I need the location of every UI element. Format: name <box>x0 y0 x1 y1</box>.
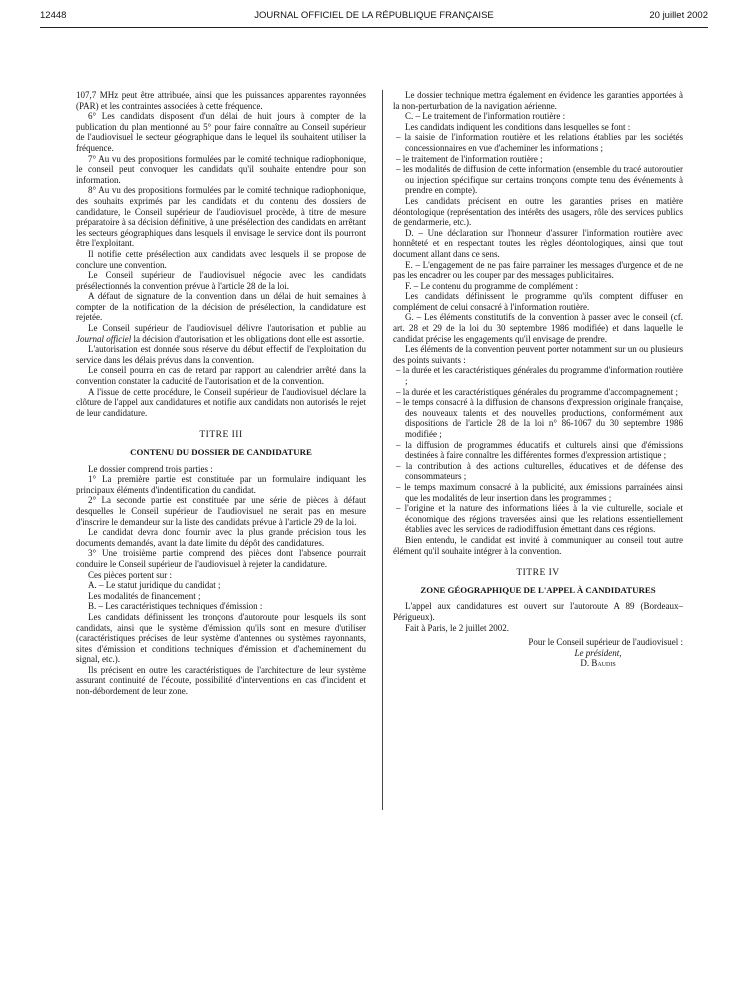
list-item: – le temps maximum consacré à la publicité, aux émissions parrainées ainsi que les modalités de leur insertion dans les programmes ; <box>396 481 683 503</box>
paragraph: D. – Une déclaration sur l'honneur d'assurer l'information routière avec honnêteté et en respectant toutes les règles déontologiques, ainsi que tout document allant dans ce sens. <box>393 227 683 259</box>
paragraph: B. – Les caractéristiques techniques d'émission : <box>88 601 263 612</box>
publication-date: 20 juillet 2002 <box>649 10 708 21</box>
paragraph: C. – Le traitement de l'information routière : <box>405 111 566 122</box>
paragraph: Le Conseil supérieur de l'audiovisuel négocie avec les candidats présélectionnés la convention prévue à l'article 28 de la loi. <box>76 270 366 291</box>
paragraph: 107,7 MHz peut être attribuée, ainsi que les puissances apparentes rayonnées (PAR) et les contraintes associées à cette fréquence. <box>76 90 366 111</box>
header-rule <box>40 27 708 28</box>
list-item: – la contribution à des actions culturelles, éducatives et de défense des consommateurs ; <box>396 460 683 482</box>
section-subtitle: ZONE GÉOGRAPHIQUE DE L'APPEL À CANDIDATURES <box>420 584 656 595</box>
paragraph: Les éléments de la convention peuvent porter notamment sur un ou plusieurs des points suivants : <box>393 344 683 365</box>
paragraph: Ils précisent en outre les caractéristiques de l'architecture de leur système assurant continuité de l'écoute, possibilité d'interventions en cas d'incident et non-débordement de leur zone. <box>76 664 366 697</box>
paragraph: A défaut de signature de la convention dans un délai de huit semaines à compter de la notification de la décision de présélection, la candidature est rejetée. <box>76 291 366 323</box>
right-column <box>393 90 683 669</box>
text-run: la décision d'autorisation et les obligations dont elle est assortie. <box>131 333 365 344</box>
signature-line: Pour le Conseil supérieur de l'audiovisuel : <box>528 637 683 648</box>
paragraph: Le dossier technique mettra également en évidence les garanties apportées à la non-perturbation de la navigation aérienne. <box>393 90 683 111</box>
paragraph: G. – Les éléments constitutifs de la convention à passer avec le conseil (cf. art. 28 et 29 de la loi du 30 septembre 1986 modifiée) et dans laquelle le candidat précise les engagements qu'il envisage de prendre. <box>393 312 683 344</box>
list-item: – la durée et les caractéristiques générales du programme d'information routière ; <box>396 365 684 387</box>
page-header <box>40 10 708 24</box>
paragraph: A l'issue de cette procédure, le Conseil supérieur de l'audiovisuel déclare la clôture de l'appel aux candidatures et notifie aux candidats non autorisés le rejet de leur candidature. <box>76 386 366 418</box>
list-item: – le traitement de l'information routière ; <box>396 153 543 164</box>
paragraph: Le candidat devra donc fournir avec la plus grande précision tous les documents demandés, avant la date limite du dépôt des candidatures. <box>76 527 366 548</box>
signature-name: D. Baudis <box>580 658 616 669</box>
paragraph: Les modalités de financement ; <box>88 590 201 601</box>
paragraph: 6° Les candidats disposent d'un délai de huit jours à compter de la publication du plan mentionné au 5° pour faire connaître au Conseil supérieur de l'audiovisuel le secteur géographique dans le lequel ils souhaitent utiliser la fréquence. <box>76 111 366 153</box>
list-item: – les modalités de diffusion de cette information (ensemble du tracé autoroutier ou injection spécifique sur certains tronçons compte tenu des événements à prendre en compte). <box>396 164 683 196</box>
section-subtitle: CONTENU DU DOSSIER DE CANDIDATURE <box>130 447 312 457</box>
paragraph: Les candidats définissent le programme qu'ils comptent diffuser en complément de celui consacré à l'information routière. <box>393 291 683 312</box>
paragraph: Le dossier comprend trois parties : <box>88 463 213 474</box>
signature-title: Le président, <box>574 647 622 658</box>
list-item: – la saisie de l'information routière et les relations établies par les sociétés concessionnaires en vue d'acheminer les informations ; <box>396 132 683 153</box>
paragraph: Fait à Paris, le 2 juillet 2002. <box>405 622 509 633</box>
left-column <box>76 90 366 697</box>
paragraph: 2° La seconde partie est constituée par une série de pièces à défaut desquelles le Conseil supérieur de l'audiovisuel ne serait pas en mesure d'inscrire le demandeur sur la liste des candidats prévue à l'article 29 de la loi. <box>76 495 366 527</box>
paragraph: Il notifie cette présélection aux candidats avec lesquels il se propose de conclure une convention. <box>76 248 366 270</box>
paragraph: L'appel aux candidatures est ouvert sur l'autoroute A 89 (Bordeaux–Périgueux). <box>393 601 683 622</box>
paragraph: 8° Au vu des propositions formulées par le comité technique radiophonique, des souhaits exprimés par les candidats et du contenu des dossiers de candidature, le Conseil supérieur de l'audiovisuel procède, à titre de mesure préparatoire à sa décision définitive, à une présélection des candidats en arrêtant les secteurs géographiques dans lesquels il envisage le service dont ils pourront être l'exploitant. <box>76 185 366 249</box>
paragraph: E. – L'engagement de ne pas faire parrainer les messages d'urgence et de ne pas les encadrer ou les couper par des messages publicitaires. <box>393 259 683 281</box>
paragraph: Le conseil pourra en cas de retard par rapport au calendrier arrêté dans la convention constater la caducité de l'autorisation et de la convention. <box>76 365 366 387</box>
paragraph <box>76 323 366 344</box>
text-run: Le Conseil supérieur de l'audiovisuel délivre l'autorisation et publie au <box>88 323 366 334</box>
paragraph: Les candidats définissent les tronçons d'autoroute pour lesquels ils sont candidats, ainsi que le système d'émission qu'ils sont en mesure d'utiliser (caractéristiques précises de leur système d'antennes ou systèmes rayonnants, sites d'émission et conditions techniques d'émission et d'acheminement du signal, etc.). <box>76 611 366 665</box>
paragraph: 1° La première partie est constituée par un formulaire indiquant les principaux éléments d'indentification du candidat. <box>76 474 366 495</box>
journal-name: Journal officiel <box>76 333 132 344</box>
list-item: – l'origine et la nature des informations liées à la vie culturelle, sociale et économique des régions traversées ainsi que les relations essentiellement établies avec les services de radiodiffusion émettant dans ces régions. <box>396 503 683 535</box>
list-item: – la diffusion de programmes éducatifs et culturels ainsi que d'émissions destinées à faire connaître les différentes formes d'expression artistique ; <box>396 439 683 461</box>
paragraph: 7° Au vu des propositions formulées par le comité technique radiophonique, le conseil peut convoquer les candidats qu'il souhaite entendre pour son information. <box>76 153 366 185</box>
journal-title: JOURNAL OFFICIEL DE LA RÉPUBLIQUE FRANÇAISE <box>254 10 494 21</box>
paragraph: F. – Le contenu du programme de complément : <box>405 280 578 291</box>
paragraph: Les candidats indiquent les conditions dans lesquelles se font : <box>405 121 631 132</box>
paragraph: Ces pièces portent sur : <box>88 569 172 580</box>
column-divider <box>382 90 383 810</box>
paragraph: Bien entendu, le candidat est invité à communiquer au conseil tout autre élément qu'il souhaite intégrer à la convention. <box>393 534 683 556</box>
paragraph: A. – Le statut juridique du candidat ; <box>88 580 221 591</box>
paragraph: Les candidats précisent en outre les garanties prises en matière déontologique (représentation des intérêts des usagers, rôle des services publics de gendarmerie, etc.). <box>393 195 683 228</box>
paragraph: L'autorisation est donnée sous réserve du début effectif de l'exploitation du service dans les délais prévus dans la convention. <box>76 344 366 365</box>
paragraph: 3° Une troisième partie comprend des pièces dont l'absence pourrait conduire le Conseil supérieur de l'audiovisuel à rejeter la candidature. <box>76 548 366 569</box>
section-title: TITRE IV <box>516 568 560 579</box>
page-number: 12448 <box>40 10 67 21</box>
list-item: – le temps consacré à la diffusion de chansons d'expression originale française, des nouveaux talents et des nouvelles productions, conformément aux dispositions de l'article 28 de la loi n° 86-1067 du 30 septembre 1986 modifiée ; <box>396 397 683 439</box>
section-title: TITRE III <box>199 430 243 441</box>
list-item: – la durée et les caractéristiques générales du programme d'accompagnement ; <box>396 386 678 397</box>
